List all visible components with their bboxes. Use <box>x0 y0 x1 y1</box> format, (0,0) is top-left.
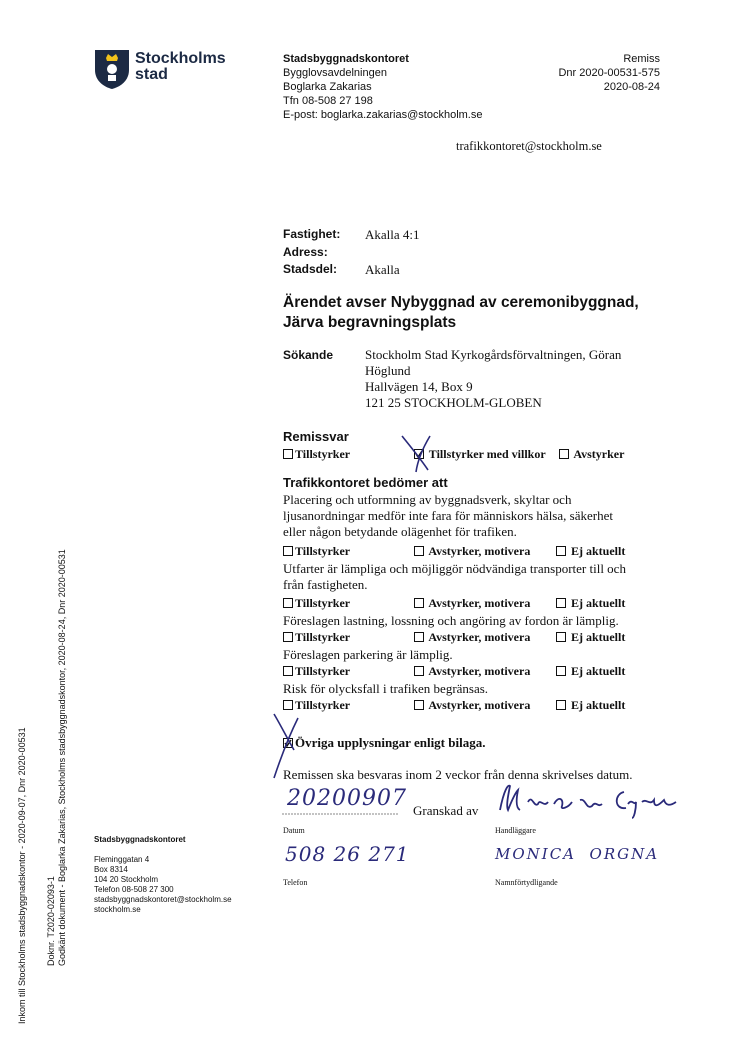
checkbox-icon <box>556 546 566 556</box>
footer-web: stockholm.se <box>94 905 141 914</box>
sender-dept: Bygglovsavdelningen <box>283 67 387 79</box>
applicant-line-3: Hallvägen 14, Box 9 <box>365 379 473 394</box>
doc-dnr: Dnr 2020-00531-575 <box>558 67 660 79</box>
checkbox-icon <box>414 700 424 710</box>
q2-option-avstyrker[interactable] <box>414 596 530 611</box>
option-label: Avstyrker <box>573 447 625 461</box>
q2-option-tillstyrker[interactable] <box>283 596 350 611</box>
question-1 <box>283 492 613 540</box>
stadsdel-label: Stadsdel: <box>283 262 338 276</box>
reviewed-by-label: Granskad av <box>413 803 479 818</box>
checkbox-icon <box>556 632 566 642</box>
option-label: Avstyrker, motivera <box>428 596 531 610</box>
footer-box: Box 8314 <box>94 865 128 874</box>
option-label: Tillstyrker <box>295 698 351 712</box>
checkbox-icon <box>556 598 566 608</box>
subject-line-2: Järva begravningsplats <box>283 314 457 331</box>
handwritten-cross-mark <box>398 432 434 474</box>
phone-label: Telefon <box>283 878 308 887</box>
question-text: Utfarter är lämpliga och möjliggör nödvändiga transporter till och <box>283 561 626 576</box>
applicant-label: Sökande <box>283 348 334 362</box>
option-label: Tillstyrker <box>295 447 351 461</box>
logo-line-1: Stockholms <box>135 50 226 67</box>
q4-option-ej-aktuellt[interactable] <box>556 664 625 679</box>
question-4: Föreslagen parkering är lämplig. <box>283 647 453 662</box>
logo-line-2: stad <box>135 66 168 83</box>
q3-option-ej-aktuellt[interactable] <box>556 630 625 645</box>
q2-option-ej-aktuellt[interactable] <box>556 596 625 611</box>
q3-option-avstyrker[interactable] <box>414 630 530 645</box>
doc-reference <box>558 52 660 94</box>
question-text: ljusanordningar medför inte fara för människors hälsa, säkerhet <box>283 508 613 523</box>
adress-label: Adress: <box>283 245 328 259</box>
option-label: Tillstyrker <box>295 630 351 644</box>
assessment-heading: Trafikkontoret bedömer att <box>283 475 448 490</box>
checkbox-icon <box>556 700 566 710</box>
checkbox-icon <box>414 666 424 676</box>
sender-block <box>283 52 482 122</box>
option-label: Ej aktuellt <box>571 596 626 610</box>
question-text: Placering och utformning av byggnadsverk, skyltar och <box>283 492 572 507</box>
margin-approved-document: Godkänt dokument - Boglarka Zakarias, Stockholms stadsbyggnadskontor, 2020-08-24, Dnr 2020-00531 <box>57 549 67 966</box>
fastighet-label: Fastighet: <box>283 227 341 241</box>
checkbox-icon <box>414 598 424 608</box>
remissvar-heading: Remissvar <box>283 429 349 444</box>
footer-city: 104 20 Stockholm <box>94 875 159 884</box>
option-label: Ej aktuellt <box>571 698 626 712</box>
checkbox-icon <box>283 598 293 608</box>
checkbox-icon <box>283 700 293 710</box>
question-text: eller någon betydande olägenhet för trafiken. <box>283 524 517 539</box>
applicant-line-4: 121 25 STOCKHOLM-GLOBEN <box>365 395 542 410</box>
q5-option-ej-aktuellt[interactable] <box>556 698 625 713</box>
option-label: Ej aktuellt <box>571 630 626 644</box>
question-3: Föreslagen lastning, lossning och angöring av fordon är lämplig. <box>283 613 619 628</box>
question-2 <box>283 561 626 593</box>
option-label: Avstyrker, motivera <box>428 630 531 644</box>
doc-date: 2020-08-24 <box>603 81 660 93</box>
q4-option-tillstyrker[interactable] <box>283 664 350 679</box>
city-crest-icon <box>93 48 131 90</box>
option-label: Tillstyrker <box>295 664 351 678</box>
option-label: Ej aktuellt <box>571 544 626 558</box>
date-underline <box>282 812 398 816</box>
deadline-text: Remissen ska besvaras inom 2 veckor från denna skrivelses datum. <box>283 767 633 782</box>
handwritten-name: MONICA ORGNA <box>495 845 660 863</box>
date-label: Datum <box>283 826 305 835</box>
applicant-line-1: Stockholm Stad Kyrkogårdsförvaltningen, Göran <box>365 347 622 362</box>
recipient-email: trafikkontoret@stockholm.se <box>456 139 602 153</box>
footer-email: stadsbyggnadskontoret@stockholm.se <box>94 895 232 904</box>
handwritten-date: 20200907 <box>287 786 407 811</box>
checkbox-icon <box>559 449 569 459</box>
name-clarification-label: Namnförtydligande <box>495 878 558 887</box>
remissvar-option-tillstyrker[interactable] <box>283 447 350 462</box>
checkbox-icon <box>414 632 424 642</box>
checkbox-icon <box>414 546 424 556</box>
checkbox-icon <box>283 632 293 642</box>
q1-option-avstyrker[interactable] <box>414 544 530 559</box>
sender-name: Boglarka Zakarias <box>283 81 372 93</box>
footer-street: Fleminggatan 4 <box>94 855 150 864</box>
q1-option-ej-aktuellt[interactable] <box>556 544 625 559</box>
subject-heading <box>283 293 639 333</box>
option-label: Tillstyrker <box>295 544 351 558</box>
question-5: Risk för olycksfall i trafiken begränsas. <box>283 681 489 696</box>
doc-type: Remiss <box>623 53 660 65</box>
checkbox-icon <box>283 546 293 556</box>
q3-option-tillstyrker[interactable] <box>283 630 350 645</box>
signature-scribble <box>494 780 684 820</box>
footer-address <box>94 835 232 915</box>
checkbox-icon <box>283 449 293 459</box>
footer-org: Stadsbyggnadskontoret <box>94 835 186 844</box>
sender-org: Stadsbyggnadskontoret <box>283 53 409 65</box>
checkbox-icon <box>283 666 293 676</box>
subject-line-1: Ärendet avser Nybyggnad av ceremonibyggnad, <box>283 294 639 311</box>
checkbox-icon <box>556 666 566 676</box>
sender-phone: Tfn 08-508 27 198 <box>283 95 373 107</box>
stadsdel-value: Akalla <box>365 262 400 277</box>
margin-docnr: Doknr. T2020-02093-1 <box>46 876 56 966</box>
handwritten-phone: 508 26 271 <box>285 842 410 866</box>
fastighet-value: Akalla 4:1 <box>365 227 420 242</box>
handler-label: Handläggare <box>495 826 536 835</box>
option-label: Tillstyrker med villkor <box>428 447 546 461</box>
margin-inbound-stamp: Inkom till Stockholms stadsbyggnadskontor - 2020-09-07, Dnr 2020-00531 <box>17 727 27 1024</box>
option-label: Avstyrker, motivera <box>428 544 531 558</box>
option-label: Avstyrker, motivera <box>428 698 531 712</box>
option-label: Tillstyrker <box>295 596 351 610</box>
applicant-line-2: Höglund <box>365 363 411 378</box>
q5-option-avstyrker[interactable] <box>414 698 530 713</box>
applicant-details <box>365 347 621 411</box>
footer-phone: Telefon 08-508 27 300 <box>94 885 174 894</box>
sender-email: E-post: boglarka.zakarias@stockholm.se <box>283 109 483 121</box>
option-label: Övriga upplysningar enligt bilaga. <box>295 735 486 750</box>
other-info-checkbox[interactable] <box>283 735 485 751</box>
option-label: Avstyrker, motivera <box>428 664 531 678</box>
question-text: från fastigheten. <box>283 577 368 592</box>
option-label: Ej aktuellt <box>571 664 626 678</box>
q1-option-tillstyrker[interactable] <box>283 544 350 559</box>
remissvar-option-avstyrker[interactable] <box>559 447 624 462</box>
q4-option-avstyrker[interactable] <box>414 664 530 679</box>
